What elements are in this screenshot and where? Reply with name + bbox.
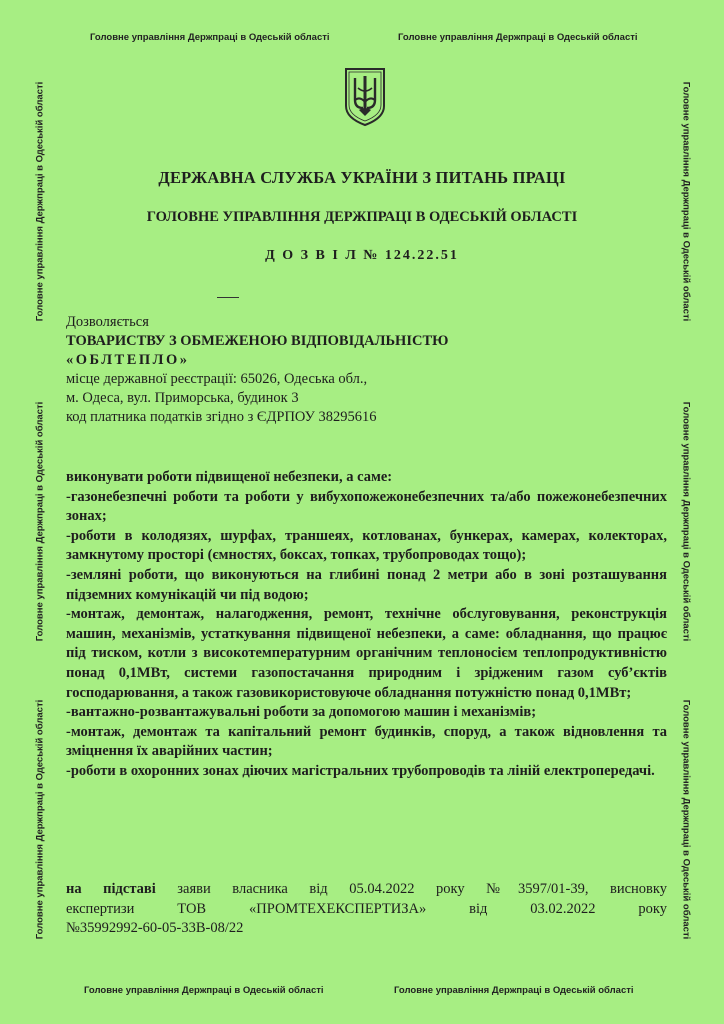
border-text-top-left: Головне управління Держпраці в Одеській області xyxy=(90,32,330,43)
border-text-right-2: Головне управління Держпраці в Одеській області xyxy=(680,401,692,642)
permitted-works xyxy=(66,468,667,782)
address-line2: м. Одеса, вул. Приморська, будинок 3 xyxy=(66,390,299,406)
basis-label: на підставі xyxy=(66,881,156,897)
works-intro: виконувати роботи підвищеної небезпеки, а саме: xyxy=(66,469,393,485)
border-text-bottom-right: Головне управління Держпраці в Одеській області xyxy=(394,985,634,996)
company-name-line2: «ОБЛТЕПЛО» xyxy=(66,352,190,368)
works-item: -газонебезпечні роботи та роботи у вибухопожежонебезпечних та/або пожежонебезпечних зонах; xyxy=(66,488,667,525)
works-item: -вантажно-розвантажувальні роботи за допомогою машин і механізмів; xyxy=(66,704,537,721)
border-text-right-3: Головне управління Держпраці в Одеській області xyxy=(680,699,692,940)
permit-basis xyxy=(66,880,667,939)
border-text-left-2: Головне управління Держпраці в Одеській області xyxy=(34,401,46,642)
permit-number: Д О З В І Л № 124.22.51 xyxy=(265,248,459,263)
basis-line1-text: заяви власника від 05.04.2022 року №3597/01-39, висновку xyxy=(177,881,667,897)
department-title: ГОЛОВНЕ УПРАВЛІННЯ ДЕРЖПРАЦІ В ОДЕСЬКІЙ ОБЛАСТІ xyxy=(146,209,578,225)
works-item: -роботи в охоронних зонах діючих магістральних трубопроводів та ліній електропередачі. xyxy=(66,762,655,779)
works-item: -роботи в колодязях, шурфах, траншеях, котлованах, бункерах, камерах, колекторах, замкнутому просторі (ємностях, боксах, топках, трубопроводах тощо); xyxy=(66,527,667,564)
border-text-left-3: Головне управління Держпраці в Одеській області xyxy=(34,699,46,940)
permit-holder xyxy=(66,313,666,427)
agency-title: ДЕРЖАВНА СЛУЖБА УКРАЇНИ З ПИТАНЬ ПРАЦІ xyxy=(158,168,566,187)
border-text-bottom-left: Головне управління Держпраці в Одеській області xyxy=(84,985,324,996)
basis-line1 xyxy=(66,880,667,900)
works-item: -монтаж, демонтаж та капітальний ремонт будинків, споруд, а також відновлення та зміцнення їх аварійних частин; xyxy=(66,723,667,760)
works-item: -земляні роботи, що виконуються на глибині понад 2 метри або в зоні розташування підземних комунікацій чи під водою; xyxy=(66,566,667,603)
address-line1: місце державної реєстрації: 65026, Одеська обл., xyxy=(66,371,368,387)
border-text-top-right: Головне управління Держпраці в Одеській області xyxy=(398,32,638,43)
basis-line2: експертизи ТОВ «ПРОМТЕХЕКСПЕРТИЗА» від 03.02.2022 року xyxy=(66,900,667,917)
stray-mark xyxy=(217,297,239,298)
trident-coat-of-arms-icon xyxy=(343,66,387,128)
tax-id: код платника податків згідно з ЄДРПОУ 38295616 xyxy=(66,409,377,425)
border-text-left-1: Головне управління Держпраці в Одеській області xyxy=(34,81,46,322)
company-name-line1: ТОВАРИСТВУ З ОБМЕЖЕНОЮ ВІДПОВІДАЛЬНІСТЮ xyxy=(66,333,449,349)
border-text-right-1: Головне управління Держпраці в Одеській області xyxy=(680,81,692,322)
basis-line3: №35992992-60-05-33В-08/22 xyxy=(66,920,244,936)
holder-intro: Дозволяється xyxy=(66,314,149,330)
works-item: -монтаж, демонтаж, налагодження, ремонт, технічне обслуговування, реконструкція машин, механізмів, устаткування підвищеної небезпеки, а саме: обладнання, що працює під тиском, котли з високотемпературним органічним теплоносієм теплопродуктивністю понад 0,1МВт, системи газопостачання природним і зрідженим газом суб’єктів господарювання, а також газовикористовуюче обладнання потужністю понад 0,1МВт; xyxy=(66,606,667,701)
